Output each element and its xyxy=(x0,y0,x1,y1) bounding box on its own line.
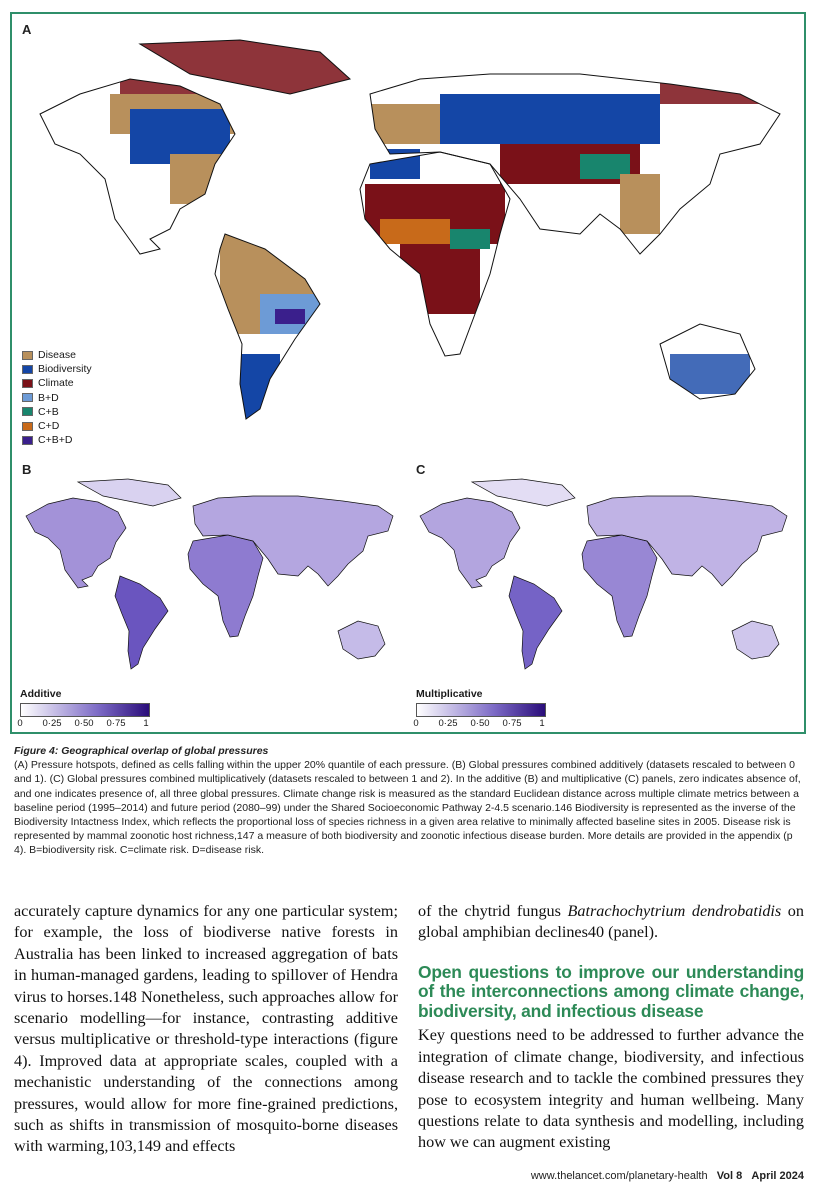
left-column-paragraph: accurately capture dynamics for any one particular system; for example, the loss of biodiverse native forests in Australia has been linked to increased aggregation of bats in human-managed gardens, leading to spillover of Hendra virus to horses.148 Nonetheless, such approaches allow for scenario modelling—for instance, contrasting additive versus multiplicative or threshold-type interactions (figure 4). Improved data at appropriate scales, coupled with a mechanistic understanding of the connections among pressures, would allow for more fine-grained predictions, such as shifts in transmission of mosquito-borne diseases with warming,103,149 and effects xyxy=(14,902,398,1156)
legend-swatch xyxy=(22,351,33,360)
panel-c-label: C xyxy=(416,462,426,477)
panel-b-label: B xyxy=(22,462,32,477)
legend-item xyxy=(22,405,92,419)
additive-scale-ticks xyxy=(17,718,149,732)
legend-label: B+D xyxy=(38,391,59,404)
world-map-multiplicative xyxy=(412,476,792,686)
legend-item xyxy=(22,376,92,390)
tick-label: 0 xyxy=(17,718,23,729)
tick-label: 0·50 xyxy=(470,718,490,729)
tick-label: 0 xyxy=(413,718,419,729)
panel-a-map xyxy=(20,34,800,434)
footer-url: www.thelancet.com/planetary-health xyxy=(530,1170,708,1182)
footer-date: April 2024 xyxy=(751,1170,804,1182)
panel-b-map xyxy=(18,476,398,686)
multiplicative-scale-title: Multiplicative xyxy=(416,688,483,700)
panel-a-label: A xyxy=(22,22,32,37)
page-footer xyxy=(531,1170,804,1182)
section-heading: Open questions to improve our understanding of the interconnections among climate change, biodiversity, and infectious disease xyxy=(418,961,804,1021)
legend-swatch xyxy=(22,379,33,388)
legend-label: C+D xyxy=(38,420,60,433)
legend-item xyxy=(22,433,92,447)
tick-label: 1 xyxy=(539,718,545,729)
species-name: Batrachochytrium dendrobatidis xyxy=(567,902,782,920)
text-start: of the chytrid fungus xyxy=(418,902,568,920)
additive-gradient-bar xyxy=(20,703,150,717)
additive-scale xyxy=(17,688,150,732)
caption-title: Figure 4: Geographical overlap of global pressures xyxy=(14,745,269,757)
legend-label: Disease xyxy=(38,349,76,362)
world-map-additive xyxy=(18,476,398,686)
legend-label: Biodiversity xyxy=(38,363,92,376)
tick-label: 1 xyxy=(143,718,149,729)
world-map-hotspots xyxy=(20,34,800,434)
legend-label: C+B xyxy=(38,405,59,418)
right-column-paragraph-continued xyxy=(418,901,804,944)
tick-label: 0·25 xyxy=(438,718,458,729)
figure-caption xyxy=(14,744,806,858)
legend-swatch xyxy=(22,393,33,402)
tick-label: 0·75 xyxy=(106,718,126,729)
tick-label: 0·25 xyxy=(42,718,62,729)
right-column xyxy=(418,901,804,1154)
legend-item xyxy=(22,419,92,433)
tick-label: 0·75 xyxy=(502,718,522,729)
legend-item xyxy=(22,362,92,376)
multiplicative-scale xyxy=(413,688,546,732)
panel-c-map xyxy=(412,476,792,686)
legend-label: Climate xyxy=(38,377,74,390)
footer-volume: Vol 8 xyxy=(716,1170,743,1182)
left-column xyxy=(14,901,398,1158)
legend-label: C+B+D xyxy=(38,434,73,447)
legend-swatch xyxy=(22,365,33,374)
text-end: on global amphibian declines40 (panel). xyxy=(418,902,804,942)
tick-label: 0·50 xyxy=(74,718,94,729)
additive-scale-title: Additive xyxy=(20,688,62,700)
multiplicative-scale-ticks xyxy=(413,718,545,732)
legend-swatch xyxy=(22,422,33,431)
legend-item xyxy=(22,348,92,362)
legend-swatch xyxy=(22,407,33,416)
legend-item xyxy=(22,391,92,405)
legend-swatch xyxy=(22,436,33,445)
hotspot-legend xyxy=(22,348,92,447)
caption-body: (A) Pressure hotspots, defined as cells falling within the upper 20% quantile of each pressure. (B) Global pressures combined additively (datasets rescaled to between 0 and 1). (C) Global pressures combined multiplicatively (datasets rescaled to between 1 and 2). In the additive (B) and multiplicative (C) panels, zero indicates absence of, and one indicates presence of, all three global pressures. Climate change risk is measured as the standard Euclidean distance across multiple climate metrics between a baseline period (1995–2014) and future period (2080–99) under the Shared Socioeconomic Pathway 2-4.5 scenario.146 Biodiversity is represented as the inverse of the Biodiversity Intactness Index, which reflects the proportional loss of species richness in a given area relative to minimally affected baseline sites in 2005. Disease risk is represented by mammal zoonotic host richness,147 a measure of both biodiversity and zoonotic infectious disease burden. More details are provided in the appendix (p 4). B=biodiversity risk. C=climate risk. D=disease risk. xyxy=(14,759,801,857)
section-body: Key questions need to be addressed to further advance the integration of climate change, biodiversity, and infectious disease research and to tackle the combined pressures they pose to ecosystem integrity and human wellbeing. Many questions relate to data synthesis and modelling, including how we can augment existing xyxy=(418,1026,804,1152)
multiplicative-gradient-bar xyxy=(416,703,546,717)
